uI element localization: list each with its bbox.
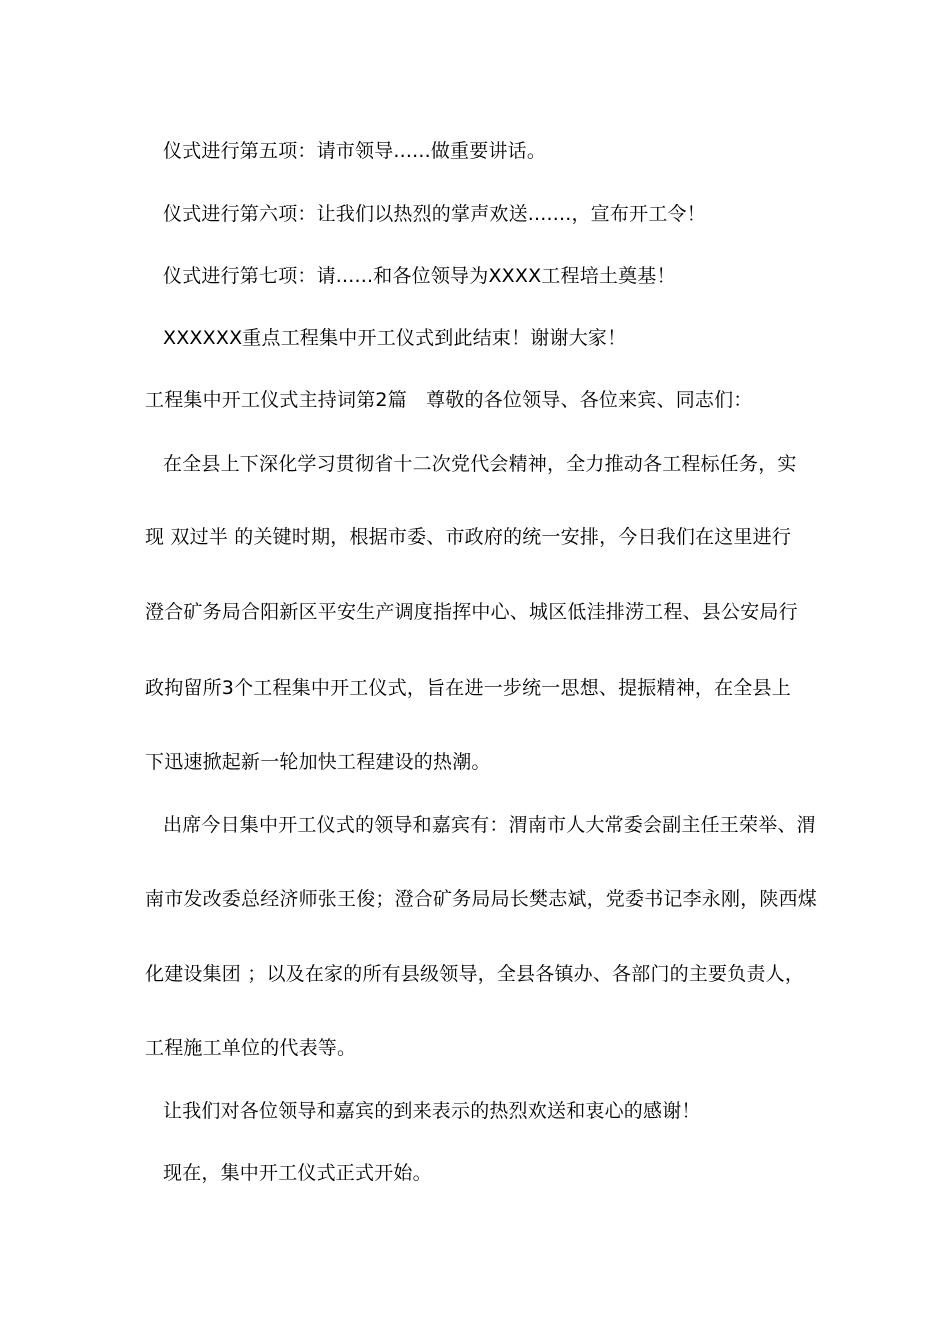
- item-6-line: 仪式进行第六项：让我们以热烈的掌声欢送.......，宣布开工令！: [163, 203, 706, 225]
- thanks-line: 让我们对各位领导和嘉宾的到来表示的热烈欢送和衷心的感谢！: [163, 1100, 701, 1122]
- paragraph-1-line-1: 在全县上下深化学习贯彻省十二次党代会精神，全力推动各工程标任务，实: [163, 453, 797, 475]
- closing-line: XXXXXX重点工程集中开工仪式到此结束！谢谢大家！: [163, 327, 627, 349]
- item-7-line: 仪式进行第七项：请......和各位领导为XXXX工程培土奠基！: [163, 265, 676, 287]
- section-heading: 工程集中开工仪式主持词第2篇 尊敬的各位领导、各位来宾、同志们：: [145, 389, 753, 411]
- paragraph-1-line-3: 澄合矿务局合阳新区平安生产调度指挥中心、城区低洼排涝工程、县公安局行: [145, 601, 798, 623]
- paragraph-1-line-4: 政拘留所3个工程集中开工仪式，旨在进一步统一思想、提振精神，在全县上: [145, 677, 791, 699]
- paragraph-1-line-2: 现 双过半 的关键时期，根据市委、市政府的统一安排，今日我们在这里进行: [145, 526, 792, 548]
- paragraph-1-line-5: 下迅速掀起新一轮加快工程建设的热潮。: [145, 751, 491, 773]
- paragraph-2-line-2: 南市发改委总经济师张王俊；澄合矿务局局长樊志斌，党委书记李永刚，陕西煤: [145, 888, 818, 910]
- paragraph-2-line-4: 工程施工单位的代表等。: [145, 1037, 357, 1059]
- item-5-line: 仪式进行第五项：请市领导......做重要讲话。: [163, 140, 547, 162]
- start-line: 现在，集中开工仪式正式开始。: [163, 1162, 432, 1184]
- paragraph-2-line-1: 出席今日集中开工仪式的领导和嘉宾有：渭南市人大常委会副主任王荣举、渭: [163, 814, 816, 836]
- paragraph-2-line-3: 化建设集团 ；以及在家的所有县级领导，全县各镇办、各部门的主要负责人，: [145, 963, 805, 985]
